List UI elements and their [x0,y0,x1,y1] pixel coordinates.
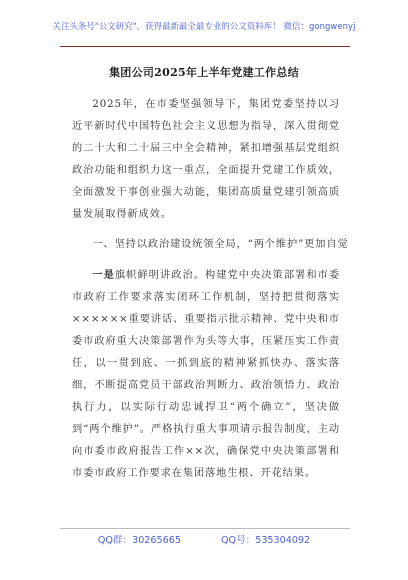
footer-divider [60,528,350,529]
promo-banner: 关注头条号"公文研究"，获得最新最全最专业的公文资料库！ 微信：gongwenyj [52,21,356,31]
paragraph-lead: 一是 [92,269,115,281]
document-body [72,94,349,485]
document-title: 集团公司2025年上半年党建工作总结 [108,66,299,79]
qq-number: QQ号：535304092 [220,535,311,546]
header-divider [60,46,350,47]
paragraph-text: 旗帜鲜明讲政治。构建党中央决策部署和市委市政府工作要求落实闭环工作机制，坚持把贯彻落实××××××重要讲话、重要指示批示精神、党中央和市委市政府重大决策部署作为头等大事，压紧压实工作责任，以一贯到底、一抓到底的精神紧抓快办、落实落细，不断提高党员干部政治判断力、政治领悟力、政治执行力，以实际行动忠诚捍卫“两个确立”，坚决做到“两个维护”。严格执行重大事项请示报告制度，主动向市委市政府报告工作××次，确保党中央决策部署和市委市政府工作要求在集团落地生根、开花结果。 [72,270,340,479]
intro-paragraph: 2025年，在市委坚强领导下，集团党委坚持以习近平新时代中国特色社会主义思想为指导，深入贯彻党的二十大和二十届三中全会精神，紧扣增强基层党组织政治功能和组织力这一重点，全面提升党建工作质效，全面激发干事创业强大动能，集团高质量党建引领高质量发展取得新成效。 [72,99,340,220]
qq-group: QQ群：30265665 [97,535,181,546]
section-heading: 一、坚持以政治建设统领全局，“两个维护”更加自觉 [92,239,349,250]
contact-footer [0,532,408,546]
section-paragraph [72,264,340,485]
